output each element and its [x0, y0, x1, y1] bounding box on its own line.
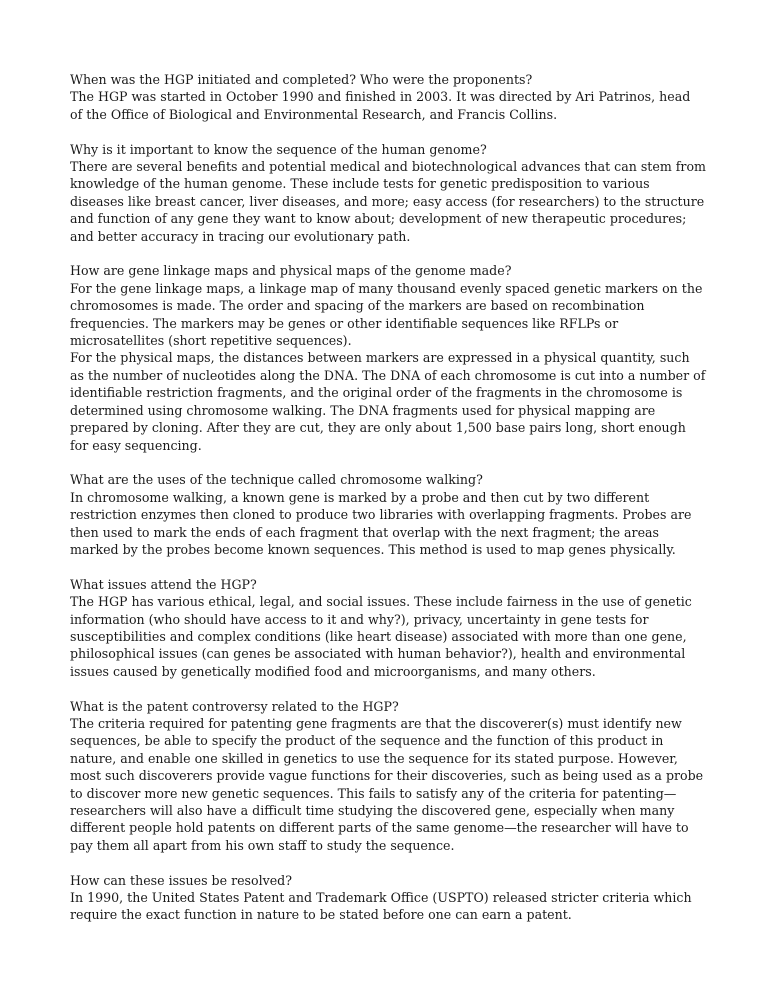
- question: How can these issues be resolved?: [70, 872, 292, 888]
- document-page: [70, 71, 706, 941]
- qa-section-patent-controversy: [70, 698, 706, 855]
- question: Why is it important to know the sequence of the human genome?: [70, 141, 487, 157]
- qa-section-maps: [70, 262, 706, 453]
- question: What issues attend the HGP?: [70, 576, 257, 592]
- qa-section-chromosome-walking: [70, 471, 706, 558]
- answer-paragraph: In chromosome walking, a known gene is marked by a probe and then cut by two different restriction enzymes then cloned to produce two libraries with overlapping fragments. Probes are then used to mark the ends of each fragment that overlap with the next fragment; the areas marked by the probes become known sequences. This method is used to map genes physically.: [70, 489, 692, 557]
- question: How are gene linkage maps and physical maps of the genome made?: [70, 263, 512, 279]
- answer-paragraph: For the gene linkage maps, a linkage map of many thousand evenly spaced genetic markers on the chromosomes is made. The order and spacing of the markers are based on recombination frequencies. The markers may be genes or other identifiable sequences like RFLPs or microsatellites (short repetitive sequences).: [70, 280, 703, 349]
- qa-section-issues: [70, 576, 706, 680]
- question: When was the HGP initiated and completed? Who were the proponents?: [70, 72, 533, 87]
- answer-paragraph: The HGP was started in October 1990 and finished in 2003. It was directed by Ari Patrinos, head of the Office of Biological and Environmental Research, and Francis Collins.: [70, 89, 691, 122]
- qa-section-hgp-timeline: [70, 71, 706, 123]
- qa-section-importance: [70, 141, 706, 245]
- answer-paragraph: The HGP has various ethical, legal, and social issues. These include fairness in the use of genetic information (who should have access to it and why?), privacy, uncertainty in gene tests for susceptibilities and complex conditions (like heart disease) associated with more than one gene, philosophical issues (can genes be associated with human behavior?), health and environmental issues caused by genetically modified food and microorganisms, and many others.: [70, 594, 692, 679]
- answer-paragraph: In 1990, the United States Patent and Trademark Office (USPTO) released stricter criteria which require the exact function in nature to be stated before one can earn a patent.: [70, 890, 692, 923]
- answer-paragraph: There are several benefits and potential medical and biotechnological advances that can stem from knowledge of the human genome. These include tests for genetic predisposition to various diseases like breast cancer, liver diseases, and more; easy access (for researchers) to the structure and function of any gene they want to know about; development of new therapeutic procedures; and better accuracy in tracing our evolutionary path.: [70, 159, 706, 244]
- question: What is the patent controversy related to the HGP?: [70, 698, 399, 714]
- answer-paragraph: For the physical maps, the distances between markers are expressed in a physical quantity, such as the number of nucleotides along the DNA. The DNA of each chromosome is cut into a number of identifiable restriction fragments, and the original order of the fragments in the chromosome is determined using chromosome walking. The DNA fragments used for physical mapping are prepared by cloning. After they are cut, they are only about 1,500 base pairs long, short enough for easy sequencing.: [70, 350, 706, 453]
- qa-section-resolution: [70, 872, 706, 924]
- answer-paragraph: The criteria required for patenting gene fragments are that the discoverer(s) must identify new sequences, be able to specify the product of the sequence and the function of this product in nature, and enable one skilled in genetics to use the sequence for its stated purpose. However, most such discoverers provide vague functions for their discoveries, such as being used as a probe to discover more new genetic sequences. This fails to satisfy any of the criteria for patenting—researchers will also have a difficult time studying the discovered gene, especially when many different people hold patents on different parts of the same genome—the researcher will have to pay them all apart from his own staff to study the sequence.: [70, 715, 704, 853]
- question: What are the uses of the technique called chromosome walking?: [70, 472, 483, 488]
